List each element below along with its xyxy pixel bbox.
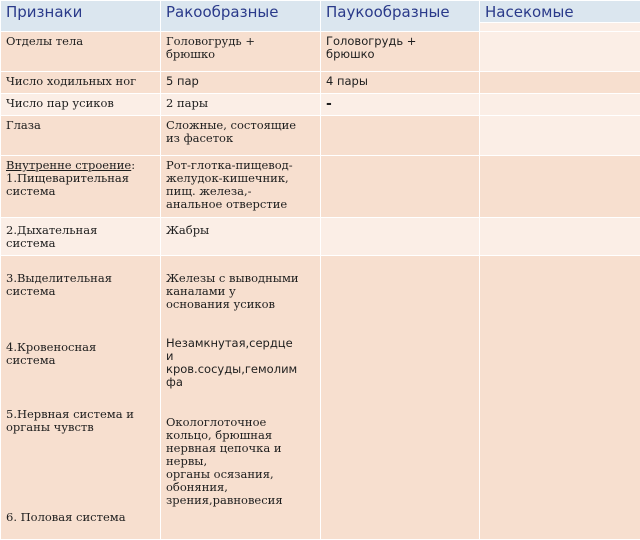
arachnids-cell: Головогрудь + брюшко — [321, 32, 480, 72]
excretory-value: Железы с выводными каналами у основания усиков — [166, 272, 315, 324]
insects-cell — [480, 94, 640, 116]
insects-cell — [480, 256, 640, 540]
insects-cell — [480, 116, 640, 156]
circulatory-label: 4.Кровеносная система — [6, 341, 155, 395]
crustaceans-cell: 2 пары — [161, 94, 321, 116]
crustaceans-cell — [161, 256, 321, 540]
table-row — [1, 218, 640, 256]
header-features: Признаки — [1, 1, 161, 32]
excretory-label: 3.Выделительная система — [6, 272, 155, 328]
header-arachnids: Паукообразные — [321, 1, 480, 32]
crustaceans-cell: Сложные, состоящие из фасеток — [161, 116, 321, 156]
nervous-value: Окологлоточное кольцо, брюшная нервная цепочка и нервы, органы осязания, обоняния, зрения,равновесия — [166, 416, 315, 507]
insects-cell — [480, 218, 640, 256]
reproductive-label: 6. Половая система — [6, 511, 155, 524]
arachnids-cell: 4 пары — [321, 72, 480, 94]
insects-cell — [480, 72, 640, 94]
digestive-label: 1.Пищеварительная система — [6, 172, 155, 198]
table-row — [1, 32, 640, 72]
row-label: 2.Дыхательная система — [1, 218, 161, 256]
header-crustaceans: Ракообразные — [161, 1, 321, 32]
circulatory-value: Незамкнутая,сердце и кров.сосуды,гемолим фа — [166, 337, 315, 403]
table-row — [1, 156, 640, 218]
table-row — [1, 116, 640, 156]
heading-colon: : — [131, 158, 135, 172]
header-row — [1, 1, 640, 23]
header-insects: Насекомые — [480, 1, 640, 23]
nervous-label: 5.Нервная система и органы чувств — [6, 408, 155, 498]
insects-cell — [480, 156, 640, 218]
arachnids-cell — [321, 218, 480, 256]
crustaceans-cell: Головогрудь + брюшко — [161, 32, 321, 72]
row-label: Число пар усиков — [1, 94, 161, 116]
crustaceans-cell: Рот-глотка-пищевод- желудок-кишечник, пищ. железа,- анальное отверстие — [161, 156, 321, 218]
row-label: Глаза — [1, 116, 161, 156]
row-label — [1, 156, 161, 218]
crustaceans-cell: 5 пар — [161, 72, 321, 94]
table-row — [1, 94, 640, 116]
arachnids-cell — [321, 116, 480, 156]
table-row — [1, 256, 640, 540]
insects-cell — [480, 32, 640, 72]
row-label: Отделы тела — [1, 32, 161, 72]
table-row — [1, 72, 640, 94]
arachnids-cell — [321, 156, 480, 218]
row-label: Число ходильных ног — [1, 72, 161, 94]
internal-structure-heading: Внутренне строение — [6, 158, 131, 172]
crustaceans-cell: Жабры — [161, 218, 321, 256]
arachnids-cell — [321, 256, 480, 540]
row-label — [1, 256, 161, 540]
arachnids-cell: - — [321, 94, 480, 116]
insects-body-top — [480, 23, 640, 32]
